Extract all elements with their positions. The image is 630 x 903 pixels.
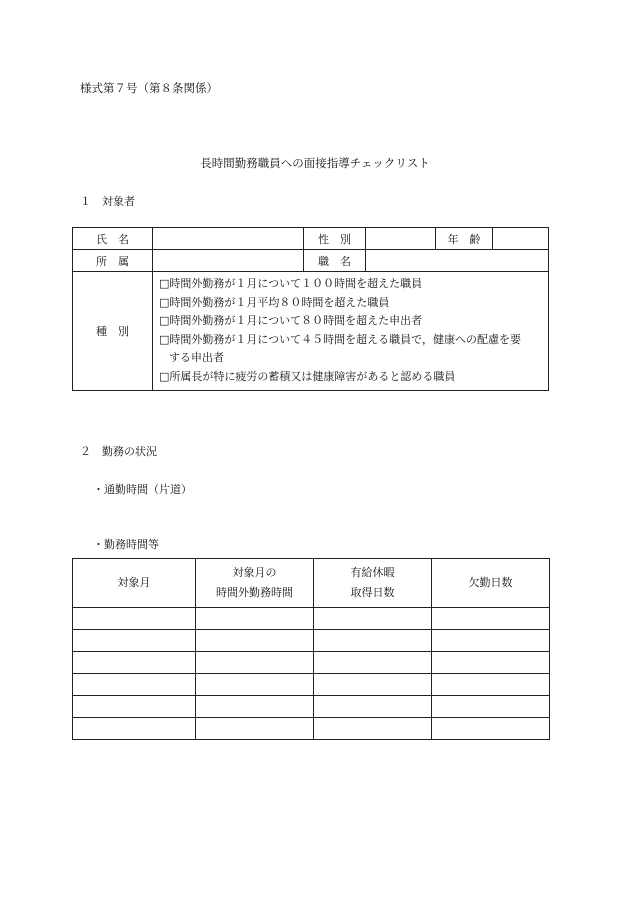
table-cell[interactable] bbox=[73, 696, 196, 718]
target-person-table bbox=[72, 227, 549, 391]
position-value-cell[interactable] bbox=[366, 250, 549, 272]
work-hours-rows bbox=[73, 608, 550, 740]
category-option[interactable]: □時間外勤務が１月について４５時間を超える職員で，健康への配慮を要 bbox=[159, 332, 521, 346]
table-cell[interactable] bbox=[196, 608, 314, 630]
form-number: 様式第７号（第８条関係） bbox=[80, 81, 218, 95]
table-cell[interactable] bbox=[196, 674, 314, 696]
table-cell[interactable] bbox=[73, 608, 196, 630]
gender-label: 性 別 bbox=[304, 228, 366, 250]
section-1-heading: １ 対象者 bbox=[80, 195, 135, 208]
table-row bbox=[73, 696, 550, 718]
category-option[interactable]: □所属長が特に疲労の蓄積又は健康障害があると認める職員 bbox=[159, 369, 456, 383]
table-cell[interactable] bbox=[314, 630, 432, 652]
name-value-cell[interactable] bbox=[153, 228, 304, 250]
table-cell[interactable] bbox=[432, 630, 550, 652]
commute-time-label: ・通勤時間（片道） bbox=[93, 483, 192, 496]
table-cell[interactable] bbox=[196, 718, 314, 740]
table-cell[interactable] bbox=[196, 630, 314, 652]
age-label: 年 齢 bbox=[436, 228, 493, 250]
table-cell[interactable] bbox=[432, 696, 550, 718]
table-row bbox=[73, 630, 550, 652]
work-hours-label: ・勤務時間等 bbox=[93, 538, 159, 551]
table-cell[interactable] bbox=[196, 696, 314, 718]
table-cell[interactable] bbox=[314, 696, 432, 718]
table-cell[interactable] bbox=[73, 630, 196, 652]
table-row bbox=[73, 652, 550, 674]
table-cell[interactable] bbox=[196, 652, 314, 674]
work-hours-table bbox=[72, 558, 550, 740]
category-option[interactable]: □時間外勤務が１月について１００時間を超えた職員 bbox=[159, 277, 423, 290]
table-row bbox=[73, 674, 550, 696]
category-option[interactable]: □時間外勤務が１月について８０時間を超えた申出者 bbox=[159, 314, 423, 328]
category-options bbox=[153, 272, 549, 391]
name-label: 氏 名 bbox=[73, 228, 153, 250]
table-cell[interactable] bbox=[314, 608, 432, 630]
table-cell[interactable] bbox=[314, 674, 432, 696]
category-option[interactable]: □時間外勤務が１月平均８０時間を超えた職員 bbox=[159, 295, 390, 309]
document-title: 長時間勤務職員への面接指導チェックリスト bbox=[200, 156, 430, 170]
affiliation-value-cell[interactable] bbox=[153, 250, 304, 272]
header-absence-days: 欠勤日数 bbox=[432, 559, 550, 608]
category-label: 種 別 bbox=[73, 272, 153, 391]
header-paid-leave-days: 有給休暇 取得日数 bbox=[314, 559, 432, 608]
table-cell[interactable] bbox=[432, 608, 550, 630]
table-cell[interactable] bbox=[73, 652, 196, 674]
age-value-cell[interactable] bbox=[493, 228, 549, 250]
header-target-month: 対象月 bbox=[73, 559, 196, 608]
header-overtime-hours: 対象月の 時間外勤務時間 bbox=[196, 559, 314, 608]
affiliation-label: 所 属 bbox=[73, 250, 153, 272]
table-cell[interactable] bbox=[432, 718, 550, 740]
category-option-continuation: する申出者 bbox=[169, 351, 224, 365]
table-row bbox=[73, 608, 550, 630]
table-cell[interactable] bbox=[73, 718, 196, 740]
table-row bbox=[73, 718, 550, 740]
table-cell[interactable] bbox=[73, 674, 196, 696]
gender-value-cell[interactable] bbox=[366, 228, 436, 250]
position-label: 職 名 bbox=[304, 250, 366, 272]
table-cell[interactable] bbox=[314, 652, 432, 674]
table-cell[interactable] bbox=[432, 652, 550, 674]
section-2-heading: ２ 勤務の状況 bbox=[80, 445, 157, 458]
table-cell[interactable] bbox=[432, 674, 550, 696]
table-cell[interactable] bbox=[314, 718, 432, 740]
